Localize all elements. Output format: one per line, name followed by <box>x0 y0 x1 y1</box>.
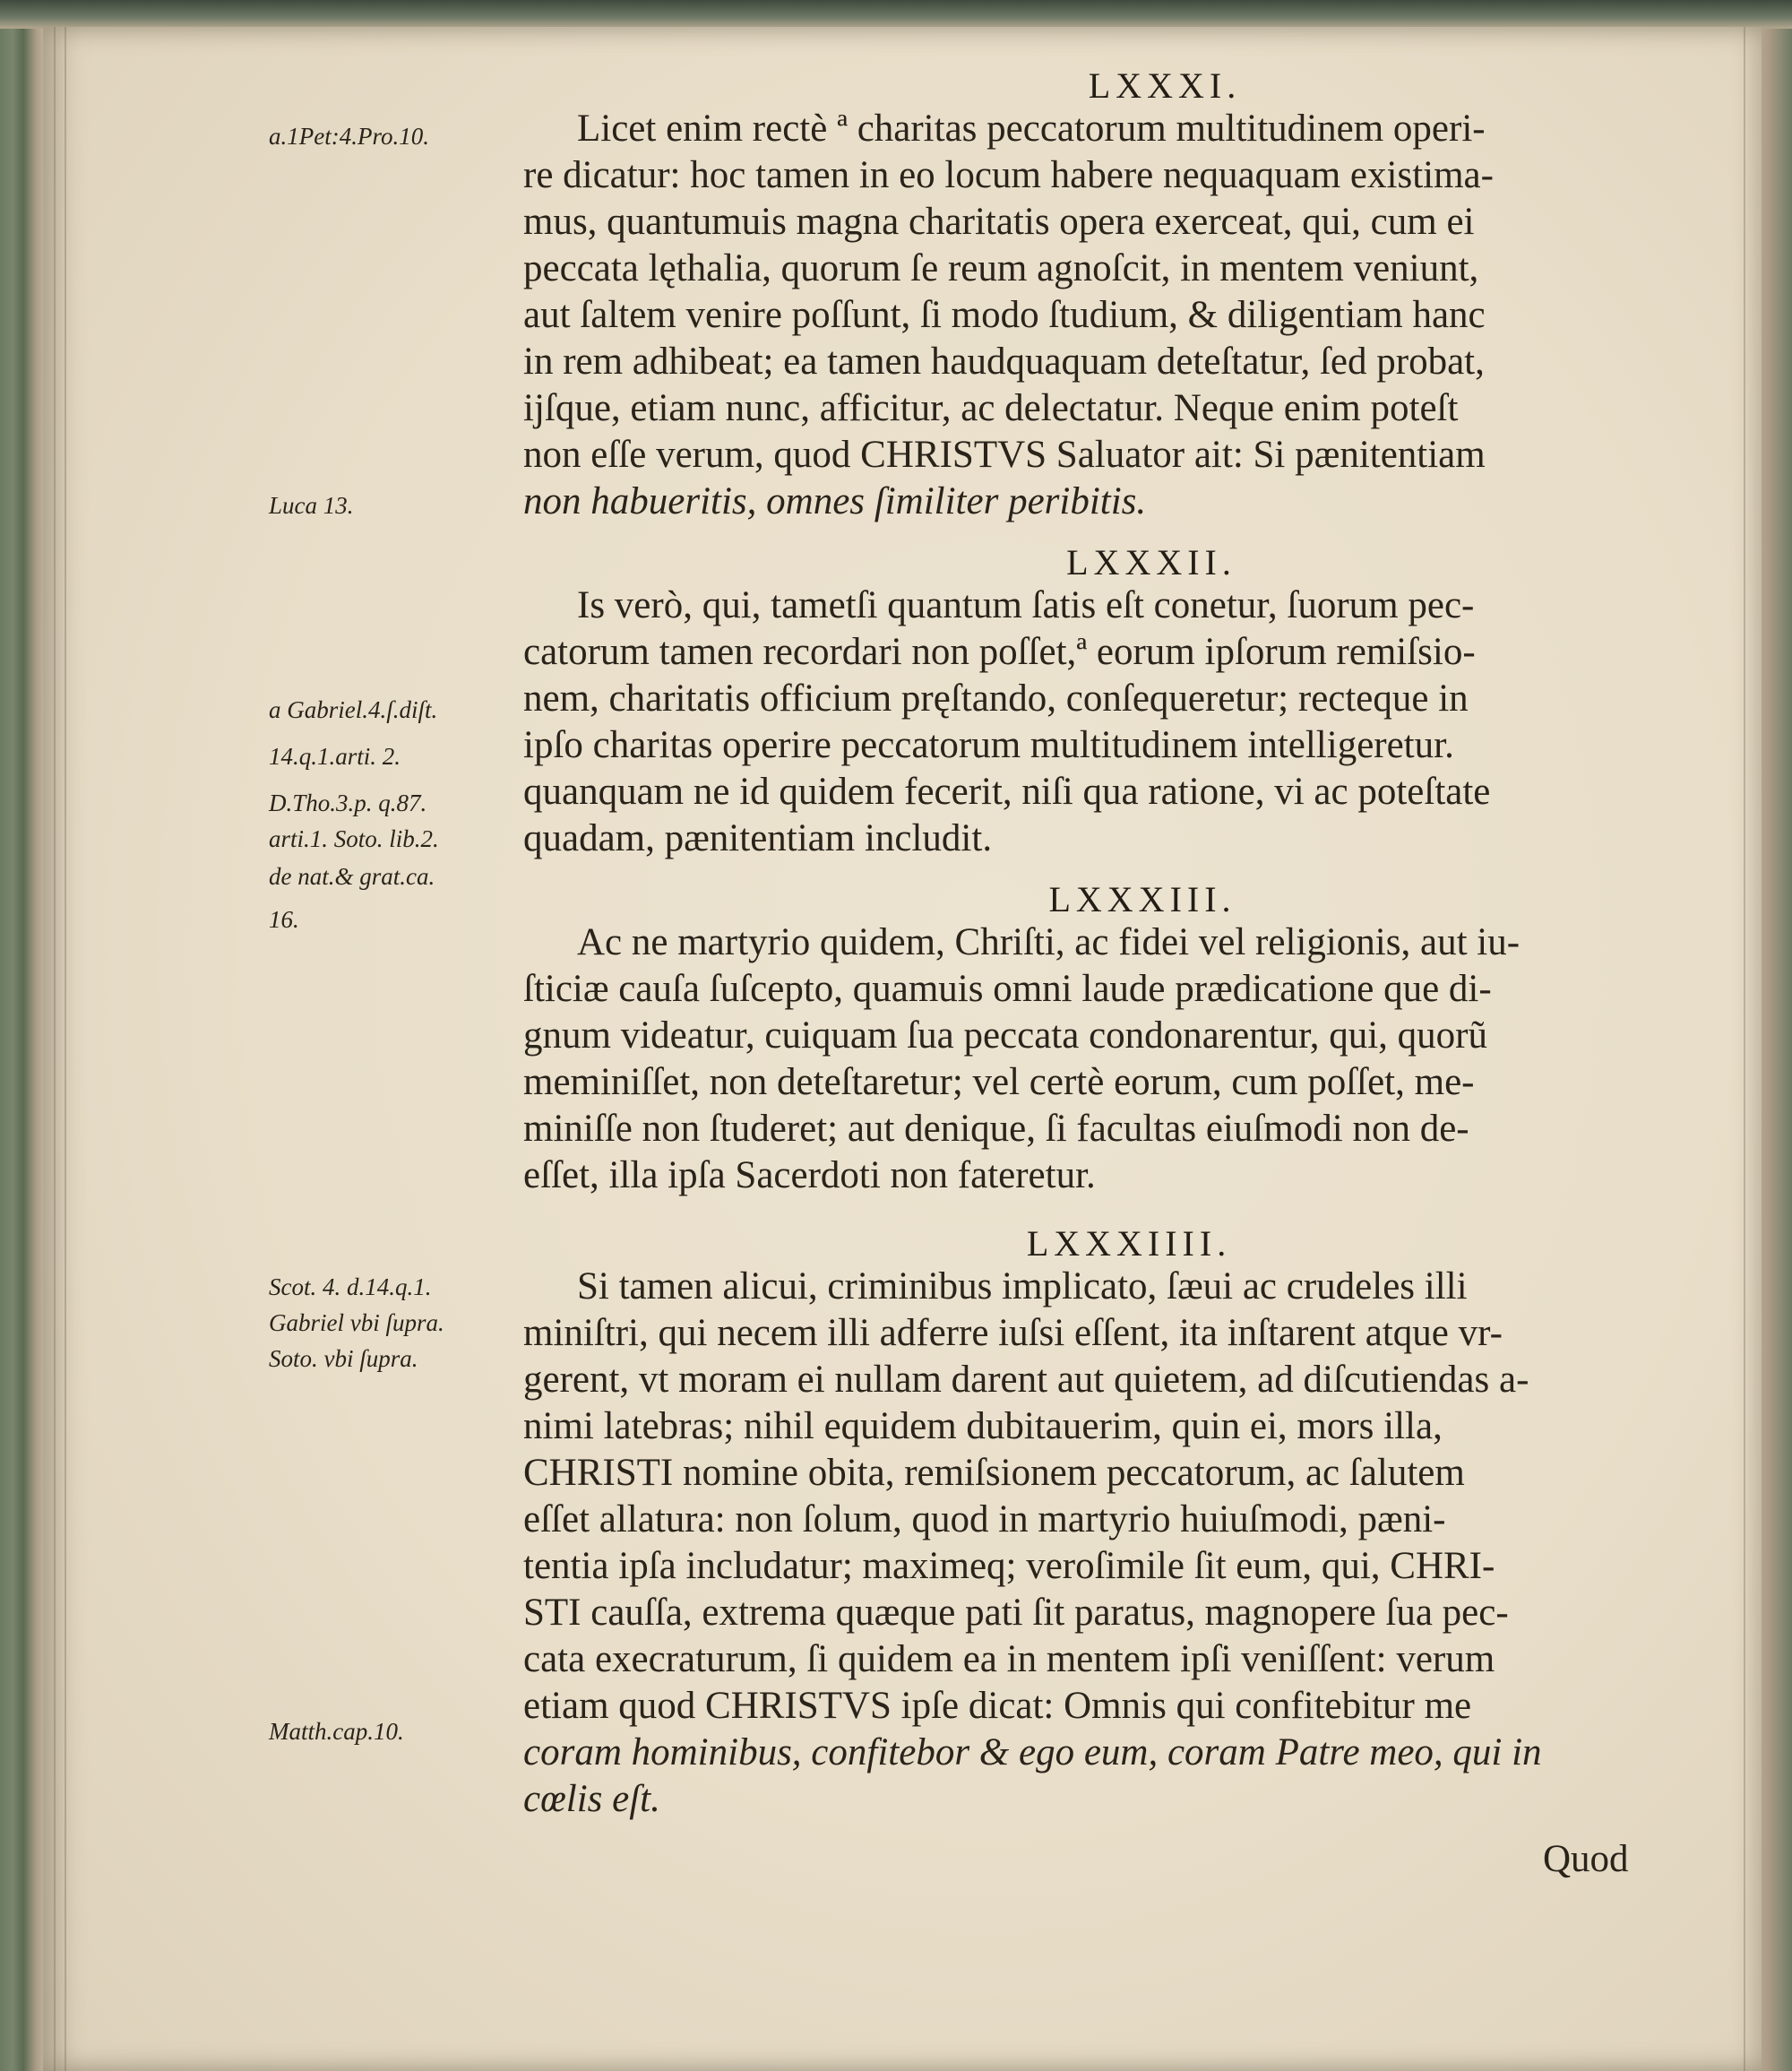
book-edge <box>0 0 1792 29</box>
text-line: mus, quantumuis magna charitatis opera exerceat, qui, cum ei <box>523 201 1475 243</box>
text-line: miniſtri, qui necem illi adferre iuſsi eſſent, ita inſtarent atque vr- <box>523 1312 1503 1354</box>
text-line: quanquam ne id quidem fecerit, niſi qua ratione, vi ac poteſtate <box>523 771 1491 813</box>
section-heading: LXXXIII. <box>1048 879 1236 919</box>
text-line: etiam quod CHRISTVS ipſe dicat: Omnis qui confitebitur me <box>523 1685 1472 1727</box>
margin-note: a Gabriel.4.ſ.diſt. <box>269 696 438 723</box>
text-line: non habueritis, omnes ſimiliter peribitis. <box>523 480 1147 522</box>
margin-note: D.Tho.3.p. q.87. <box>269 790 427 816</box>
margin-note: 16. <box>269 906 299 933</box>
text-line: gerent, vt moram ei nullam darent aut quietem, ad diſcutiendas a- <box>523 1359 1529 1401</box>
margin-note: Gabriel vbi ſupra. <box>269 1309 444 1336</box>
section-heading: LXXXII. <box>1066 542 1236 582</box>
text-line: peccata lęthalia, quorum ſe reum agnoſcit, in mentem veniunt, <box>523 247 1479 289</box>
section-heading: LXXXIIII. <box>1026 1223 1232 1264</box>
margin-note: Matth.cap.10. <box>269 1718 404 1745</box>
text-line: re dicatur: hoc tamen in eo locum habere nequaquam existima- <box>523 154 1494 196</box>
text-line: catorum tamen recordari non poſſet,ª eorum ipſorum remiſsio- <box>523 631 1476 673</box>
text-line: eſſet, illa ipſa Sacerdoti non fateretur. <box>523 1154 1096 1196</box>
text-line: ſticiæ cauſa ſuſcepto, quamuis omni laude prædicatione que di- <box>523 968 1492 1010</box>
text-line: ipſo charitas operire peccatorum multitudinem intelligeretur. <box>523 724 1454 766</box>
text-line: Si tamen alicui, criminibus implicato, ſæui ac crudeles illi <box>577 1265 1468 1307</box>
text-line: tentia ipſa includatur; maximeq; veroſimile ſit eum, qui, CHRI- <box>523 1545 1495 1587</box>
margin-note: de nat.& grat.ca. <box>269 863 435 890</box>
margin-note: arti.1. Soto. lib.2. <box>269 825 439 852</box>
margin-note: 14.q.1.arti. 2. <box>269 743 401 770</box>
text-line: non eſſe verum, quod CHRISTVS Saluator ait: Si pænitentiam <box>523 434 1486 476</box>
text-line: eſſet allatura: non ſolum, quod in martyrio huiuſmodi, pæni- <box>523 1498 1446 1540</box>
text-line: gnum videatur, cuiquam ſua peccata condonarentur, qui, quorũ <box>523 1014 1487 1057</box>
text-line: CHRISTI nomine obita, remiſsionem peccatorum, ac ſalutem <box>523 1452 1465 1494</box>
margin-note: Soto. vbi ſupra. <box>269 1345 418 1372</box>
text-line: STI cauſſa, extrema quæque pati ſit paratus, magnopere ſua pec- <box>523 1592 1509 1634</box>
catchword: Quod <box>1543 1838 1629 1880</box>
text-line: cata execraturum, ſi quidem ea in mentem ipſi veniſſent: verum <box>523 1638 1495 1680</box>
page-edge-line <box>1744 27 1745 2071</box>
text-line: Is verò, qui, tametſi quantum ſatis eſt conetur, ſuorum pec- <box>577 584 1475 626</box>
text-line: nimi latebras; nihil equidem dubitauerim, quin ei, mors illa, <box>523 1405 1443 1447</box>
text-line: ijſque, etiam nunc, afficitur, ac delectatur. Neque enim poteſt <box>523 387 1459 429</box>
section-heading: LXXXI. <box>1088 65 1242 106</box>
text-line: in rem adhibeat; ea tamen haudquaquam deteſtatur, ſed probat, <box>523 341 1485 383</box>
text-line: Ac ne martyrio quidem, Chriſti, ac fidei vel religionis, aut iu- <box>577 921 1521 963</box>
text-line: nem, charitatis officium pręſtando, conſequeretur; recteque in <box>523 677 1469 720</box>
margin-note: Luca 13. <box>269 492 354 519</box>
text-line: quadam, pænitentiam includit. <box>523 817 993 859</box>
margin-note: Scot. 4. d.14.q.1. <box>269 1273 432 1300</box>
page-edge-line <box>54 27 56 2071</box>
text-line: miniſſe non ſtuderet; aut denique, ſi facultas eiuſmodi non de- <box>523 1108 1469 1150</box>
text-line: cœlis eſt. <box>523 1778 660 1820</box>
text-line: aut ſaltem venire poſſunt, ſi modo ſtudium, & diligentiam hanc <box>523 294 1486 336</box>
text-line: Licet enim rectè ª charitas peccatorum multitudinem operi- <box>577 108 1486 150</box>
text-line: meminiſſet, non deteſtaretur; vel certè eorum, cum poſſet, me- <box>523 1061 1475 1103</box>
margin-note: a.1Pet:4.Pro.10. <box>269 123 429 150</box>
page-edge-line <box>65 27 66 2071</box>
text-line: coram hominibus, confitebor & ego eum, coram Patre meo, qui in <box>523 1731 1542 1773</box>
